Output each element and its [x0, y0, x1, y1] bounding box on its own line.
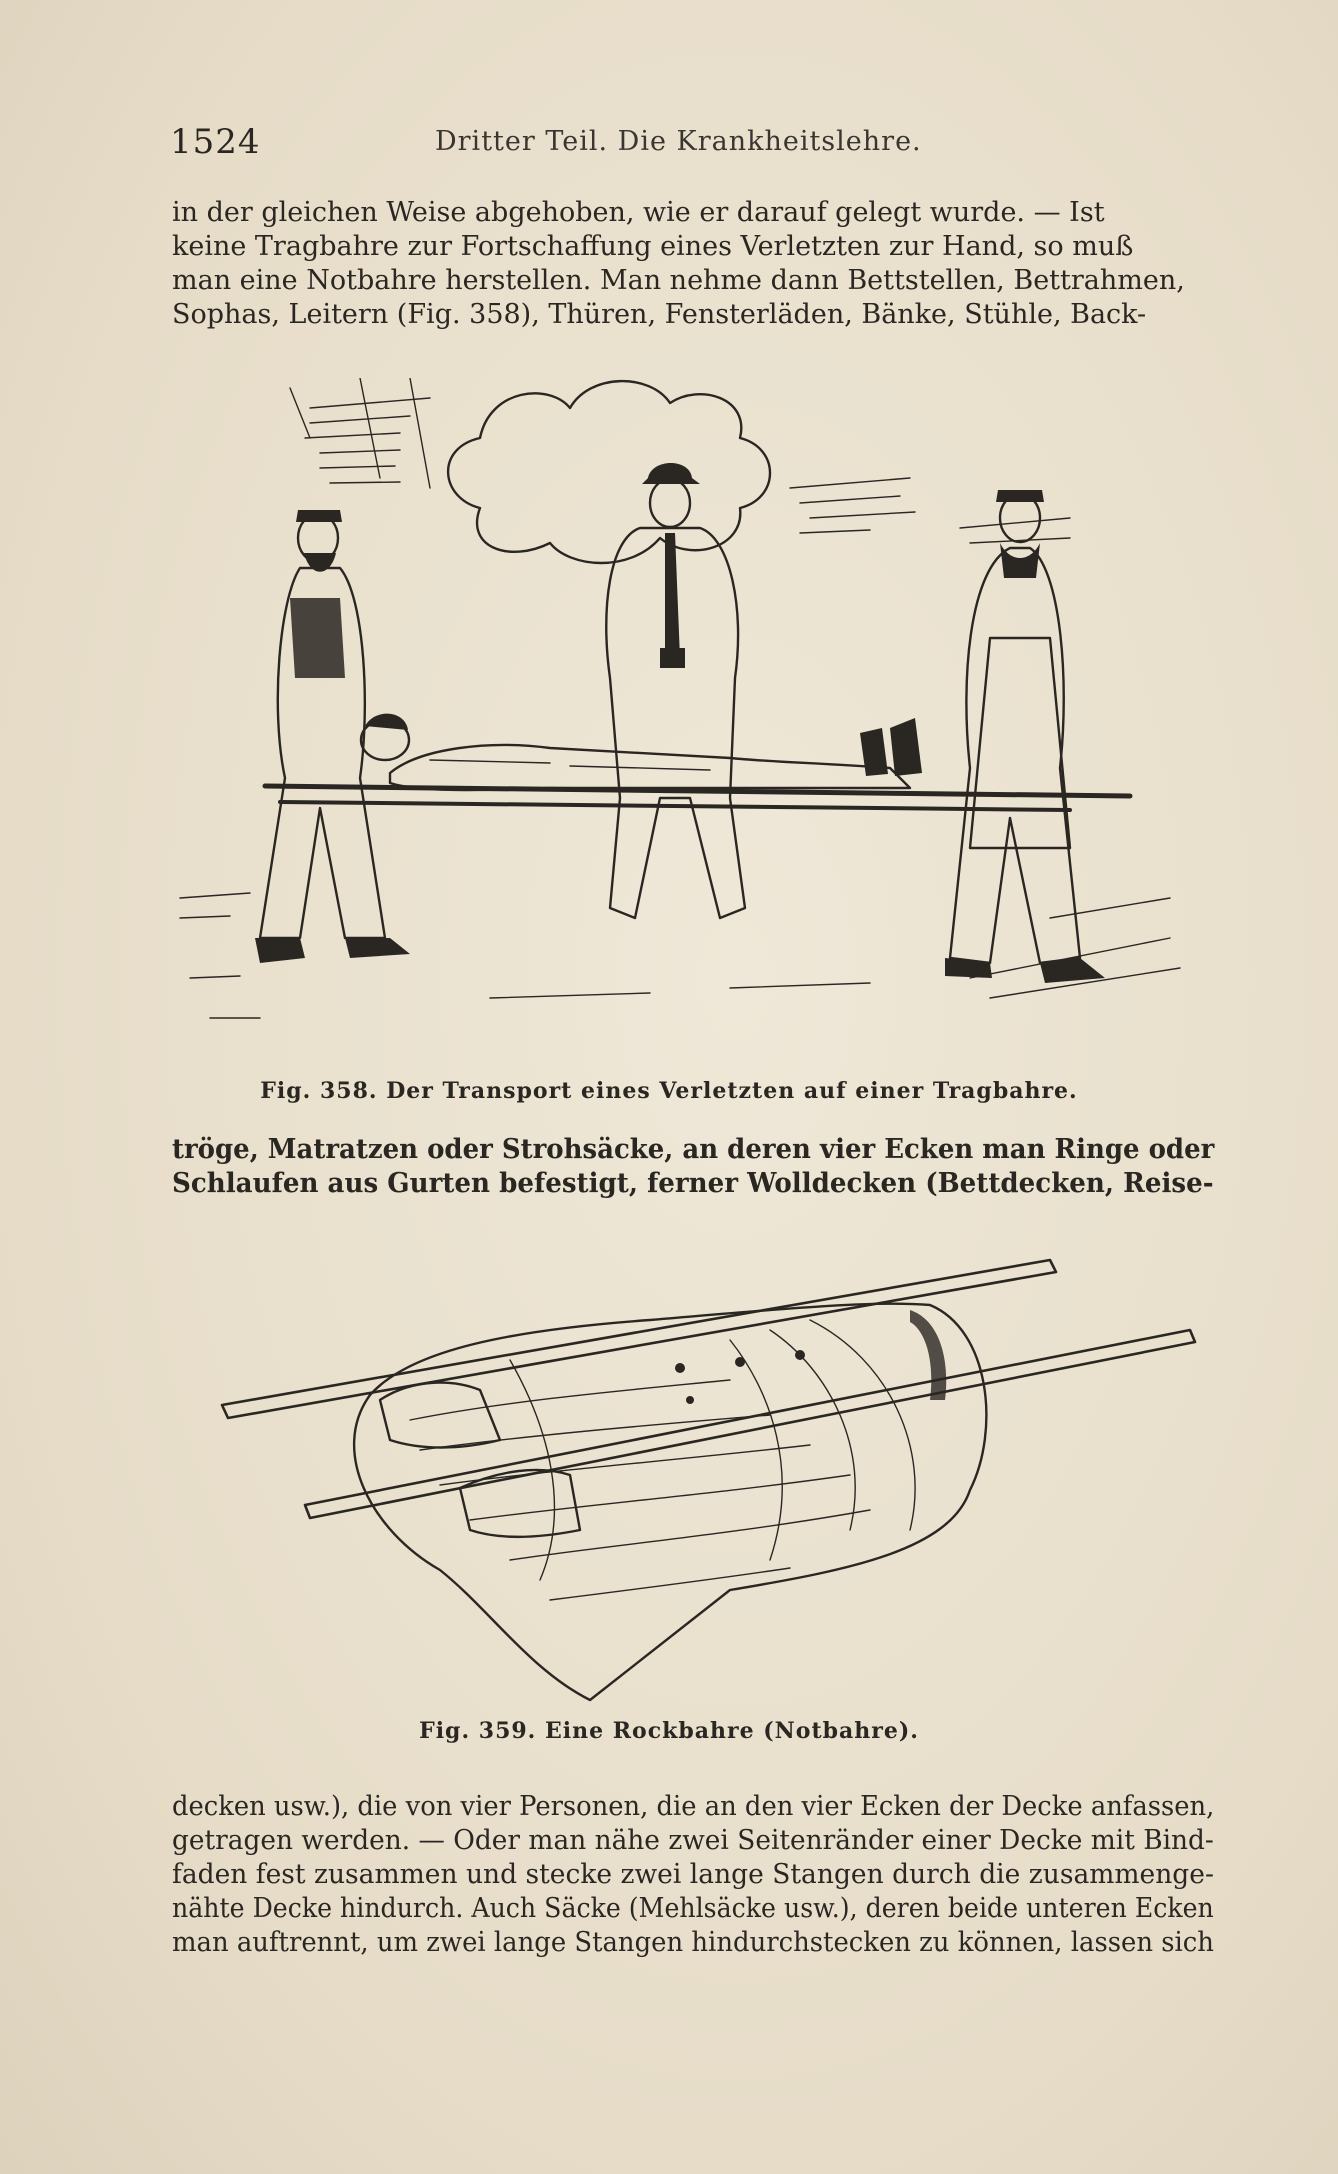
figure-359-caption: Fig. 359. Eine Rockbahre (Notbahre).	[419, 1718, 919, 1744]
figure-358-caption: Fig. 358. Der Transport eines Verletzten auf einer Tragbahre.	[260, 1078, 1078, 1104]
text-line: keine Tragbahre zur Fortschaffung eines Verletzten zur Hand, so muß	[172, 231, 1134, 262]
paragraph-middle	[172, 1133, 1214, 1201]
text-line: man eine Notbahre herstellen. Man nehme dann Bettstellen, Bettrahmen,	[172, 265, 1185, 296]
text-line: getragen werden. — Oder man nähe zwei Seitenränder einer Decke mit Bind-	[172, 1825, 1214, 1856]
text-line: tröge, Matratzen oder Strohsäcke, an deren vier Ecken man Ringe oder	[172, 1134, 1215, 1165]
page-header	[170, 122, 1210, 162]
running-head: Dritter Teil. Die Krankheitslehre.	[435, 126, 922, 157]
text-line: in der gleichen Weise abgehoben, wie er darauf gelegt wurde. — Ist	[172, 197, 1105, 228]
text-line: faden fest zusammen und stecke zwei lange Stangen durch die zusammenge-	[172, 1859, 1214, 1890]
text-line: Sophas, Leitern (Fig. 358), Thüren, Fensterläden, Bänke, Stühle, Back-	[172, 299, 1147, 330]
text-line: man auftrennt, um zwei lange Stangen hindurchstecken zu können, lassen sich	[172, 1927, 1214, 1958]
paragraph-top	[172, 196, 1214, 332]
figure-359-coat-stretcher-illustration	[210, 1250, 1200, 1705]
text-line: Schlaufen aus Gurten befestigt, ferner Wolldecken (Bettdecken, Reise-	[172, 1168, 1214, 1199]
text-line: nähte Decke hindurch. Auch Säcke (Mehlsäcke usw.), deren beide unteren Ecken	[172, 1893, 1214, 1924]
page-number: 1524	[170, 122, 261, 162]
figure-358-stretcher-illustration	[170, 378, 1210, 1038]
text-line: decken usw.), die von vier Personen, die an den vier Ecken der Decke anfassen,	[172, 1791, 1215, 1822]
paragraph-bottom	[172, 1790, 1214, 1960]
